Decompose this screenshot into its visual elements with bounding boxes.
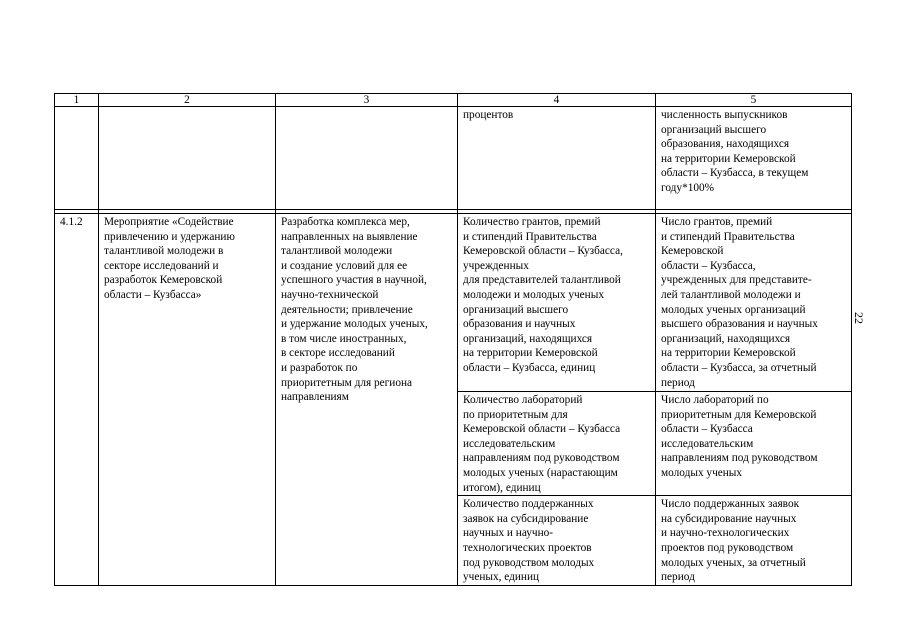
column-number-2: 2 [99, 94, 276, 107]
column-number-3: 3 [276, 94, 458, 107]
indicator-name: Количество поддержанных заявок на субсидирование научных и научно- технологических проектов под руководством молодых ученых, единиц [458, 496, 656, 586]
indicator-name: Количество лабораторий по приоритетным для Кемеровской области – Кузбасса исследовательским направлениям под руководством молодых ученых (нарастающим итогом), единиц [458, 392, 656, 496]
page-number: 22 [852, 312, 866, 324]
method-continuation: численность выпускников организаций высшего образования, находящихся на территории Кемеровской области – Кузбасса, в текущем году*100% [656, 107, 852, 210]
indicator-name: Количество грантов, премий и стипендий Правительства Кемеровской области – Кузбасса, учрежденных для представителей талантливой молодежи и молодых ученых организаций высшего образования и научных организаций, находящихся на территории Кемеровской области – Кузбасса, единиц [458, 214, 656, 392]
indicator-method: Число грантов, премий и стипендий Правительства Кемеровской области – Кузбасса, учрежденных для представите- лей талантливой молодежи и молодых ученых организаций высшего образования и научных организаций, находящихся на территории Кемеровской области – Кузбасса, за отчетный период [656, 214, 852, 392]
column-number-row [55, 94, 852, 107]
indicator-method: Число лабораторий по приоритетным для Кемеровской области – Кузбасса исследовательским направлениям под руководством молодых ученых [656, 392, 852, 496]
continuation-row [55, 107, 852, 210]
table-row [55, 214, 852, 392]
column-number-4: 4 [458, 94, 656, 107]
empty-cell [276, 107, 458, 210]
indicators-table [54, 93, 852, 586]
indicator-continuation: процентов [458, 107, 656, 210]
empty-cell [99, 107, 276, 210]
column-number-1: 1 [55, 94, 99, 107]
indicator-method: Число поддержанных заявок на субсидирование научных и научно-технологических проектов под руководством молодых ученых, за отчетный период [656, 496, 852, 586]
column-number-5: 5 [656, 94, 852, 107]
item-description: Разработка комплекса мер, направленных на выявление талантливой молодежи и создание условий для ее успешного участия в научной, научно-технической деятельности; привлечение и удержание молодых ученых, в том числе иностранных, в секторе исследований и разработок по приоритетным для региона направлениям [276, 214, 458, 586]
item-number: 4.1.2 [55, 214, 99, 586]
item-name: Мероприятие «Содействие привлечению и удержанию талантливой молодежи в секторе исследований и разработок Кемеровской области – Кузбасса» [99, 214, 276, 586]
empty-cell [55, 107, 99, 210]
